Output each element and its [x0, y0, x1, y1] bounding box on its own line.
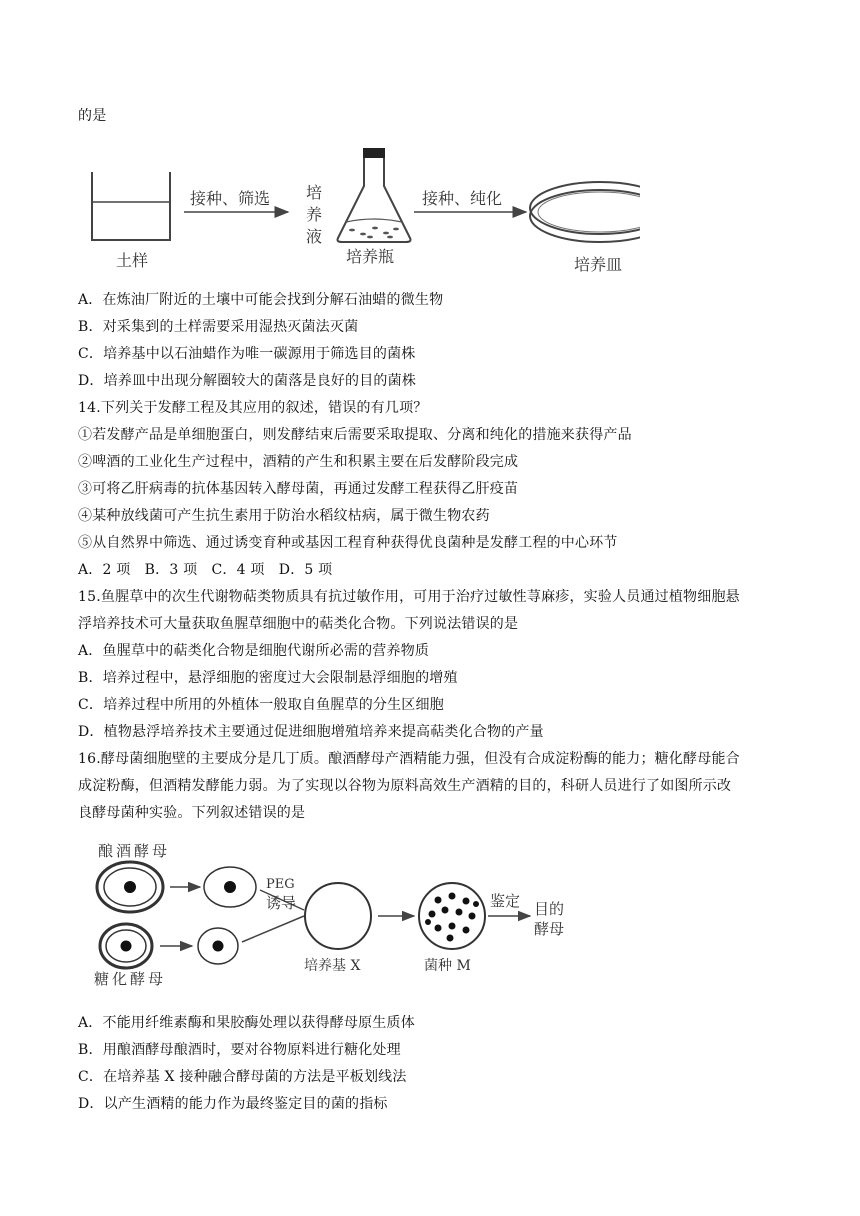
q13-option-d: D．培养皿中出现分解圈较大的菌落是良好的目的菌株: [78, 373, 417, 389]
arrow-merge-bottom: [242, 916, 304, 942]
soil-label: 土样: [116, 251, 149, 270]
q16-option-b: B．用酿酒酵母酿酒时，要对谷物原料进行糖化处理: [78, 1042, 401, 1058]
saccharifying-protoplast-icon: [198, 928, 238, 964]
q15-option-d: D．植物悬浮培养技术主要通过促进细胞增殖培养来提高萜类化合物的产量: [78, 724, 544, 740]
strain-m-label: 菌种 M: [424, 958, 471, 974]
q14-item-5: ⑤从自然界中筛选、通过诱变育种或基因工程育种获得优良菌种是发酵工程的中心环节: [78, 535, 618, 551]
arrow1-label: 接种、筛选: [190, 189, 271, 208]
induction-label: 诱导: [266, 894, 297, 912]
q15-stem-line1: 15.鱼腥草中的次生代谢物萜类物质具有抗过敏作用，可用于治疗过敏性荨麻疹，实验人员通过植物细胞悬: [78, 589, 740, 605]
question-stem-fragment: 的是: [78, 108, 107, 124]
q16-option-d: D．以产生酒精的能力作为最终鉴定目的菌的指标: [78, 1096, 388, 1112]
arrow2-label: 接种、纯化: [422, 189, 503, 208]
identify-label: 鉴定: [490, 892, 521, 910]
q16-stem-line3: 良酵母菌种实验。下列叙述错误的是: [78, 805, 306, 821]
q13-option-c: C．培养基中以石油蜡作为唯一碳源用于筛选目的菌株: [78, 346, 416, 362]
q15-option-c: C．培养过程中所用的外植体一般取自鱼腥草的分生区细胞: [78, 697, 444, 713]
brewing-protoplast-icon: [204, 867, 256, 907]
q13-option-b: B．对采集到的土样需要采用湿热灭菌法灭菌: [78, 319, 359, 335]
q14-item-4: ④某种放线菌可产生抗生素用于防治水稻纹枯病，属于微生物农药: [78, 508, 490, 524]
q14-item-1: ①若发酵产品是单细胞蛋白，则发酵结束后需要采取提取、分离和纯化的措施来获得产品: [78, 427, 632, 443]
culture-flask-icon: [338, 148, 411, 242]
isolation-diagram: [80, 140, 640, 275]
brewing-yeast-cell-icon: [97, 862, 163, 912]
q15-option-a: A．鱼腥草中的萜类化合物是细胞代谢所必需的营养物质: [78, 643, 430, 659]
strain-m-plate-icon: [419, 883, 485, 949]
medium-label-1: 培: [306, 183, 323, 202]
q13-option-a: A．在炼油厂附近的土壤中可能会找到分解石油蜡的微生物: [78, 292, 444, 308]
saccharifying-yeast-label: 糖化酵母: [94, 970, 167, 988]
soil-beaker-icon: [92, 172, 170, 240]
yeast-fusion-diagram: [90, 838, 580, 988]
q16-option-a: A．不能用纤维素酶和果胶酶处理以获得酵母原生质体: [78, 1015, 415, 1031]
brewing-yeast-label: 酿酒酵母: [98, 842, 171, 860]
q16-stem-line1: 16.酵母菌细胞壁的主要成分是几丁质。酿酒酵母产酒精能力强，但没有合成淀粉酶的能力；糖化酵母能合: [78, 751, 740, 767]
flask-label: 培养瓶: [346, 247, 395, 266]
target-label-1: 目的: [534, 900, 565, 918]
saccharifying-yeast-cell-icon: [100, 924, 152, 968]
q15-stem-line2: 浮培养技术可大量获取鱼腥草细胞中的萜类化合物。下列说法错误的是: [78, 616, 519, 632]
medium-x-plate-icon: [305, 883, 371, 949]
q14-choices: A．2 项 B．3 项 C．4 项 D．5 项: [78, 562, 333, 578]
peg-label: PEG: [266, 877, 295, 892]
q14-item-2: ②啤酒的工业化生产过程中，酒精的产生和积累主要在后发酵阶段完成: [78, 454, 519, 470]
q14-item-3: ③可将乙肝病毒的抗体基因转入酵母菌，再通过发酵工程获得乙肝疫苗: [78, 481, 519, 497]
target-label-2: 酵母: [534, 920, 565, 938]
medium-label-2: 养: [306, 205, 323, 224]
q16-stem-line2: 成淀粉酶，但酒精发酵能力弱。为了实现以谷物为原料高效生产酒精的目的，科研人员进行了如图所示改: [78, 778, 732, 794]
medium-x-label: 培养基 X: [304, 958, 361, 974]
q14-stem: 14.下列关于发酵工程及其应用的叙述，错误的有几项？: [78, 400, 428, 416]
medium-label-3: 液: [306, 227, 323, 246]
dish-label: 培养皿: [574, 255, 623, 274]
q16-option-c: C．在培养基 X 接种融合酵母菌的方法是平板划线法: [78, 1069, 407, 1085]
petri-dish-icon: [530, 182, 640, 242]
q15-option-b: B．培养过程中，悬浮细胞的密度过大会限制悬浮细胞的增殖: [78, 670, 458, 686]
